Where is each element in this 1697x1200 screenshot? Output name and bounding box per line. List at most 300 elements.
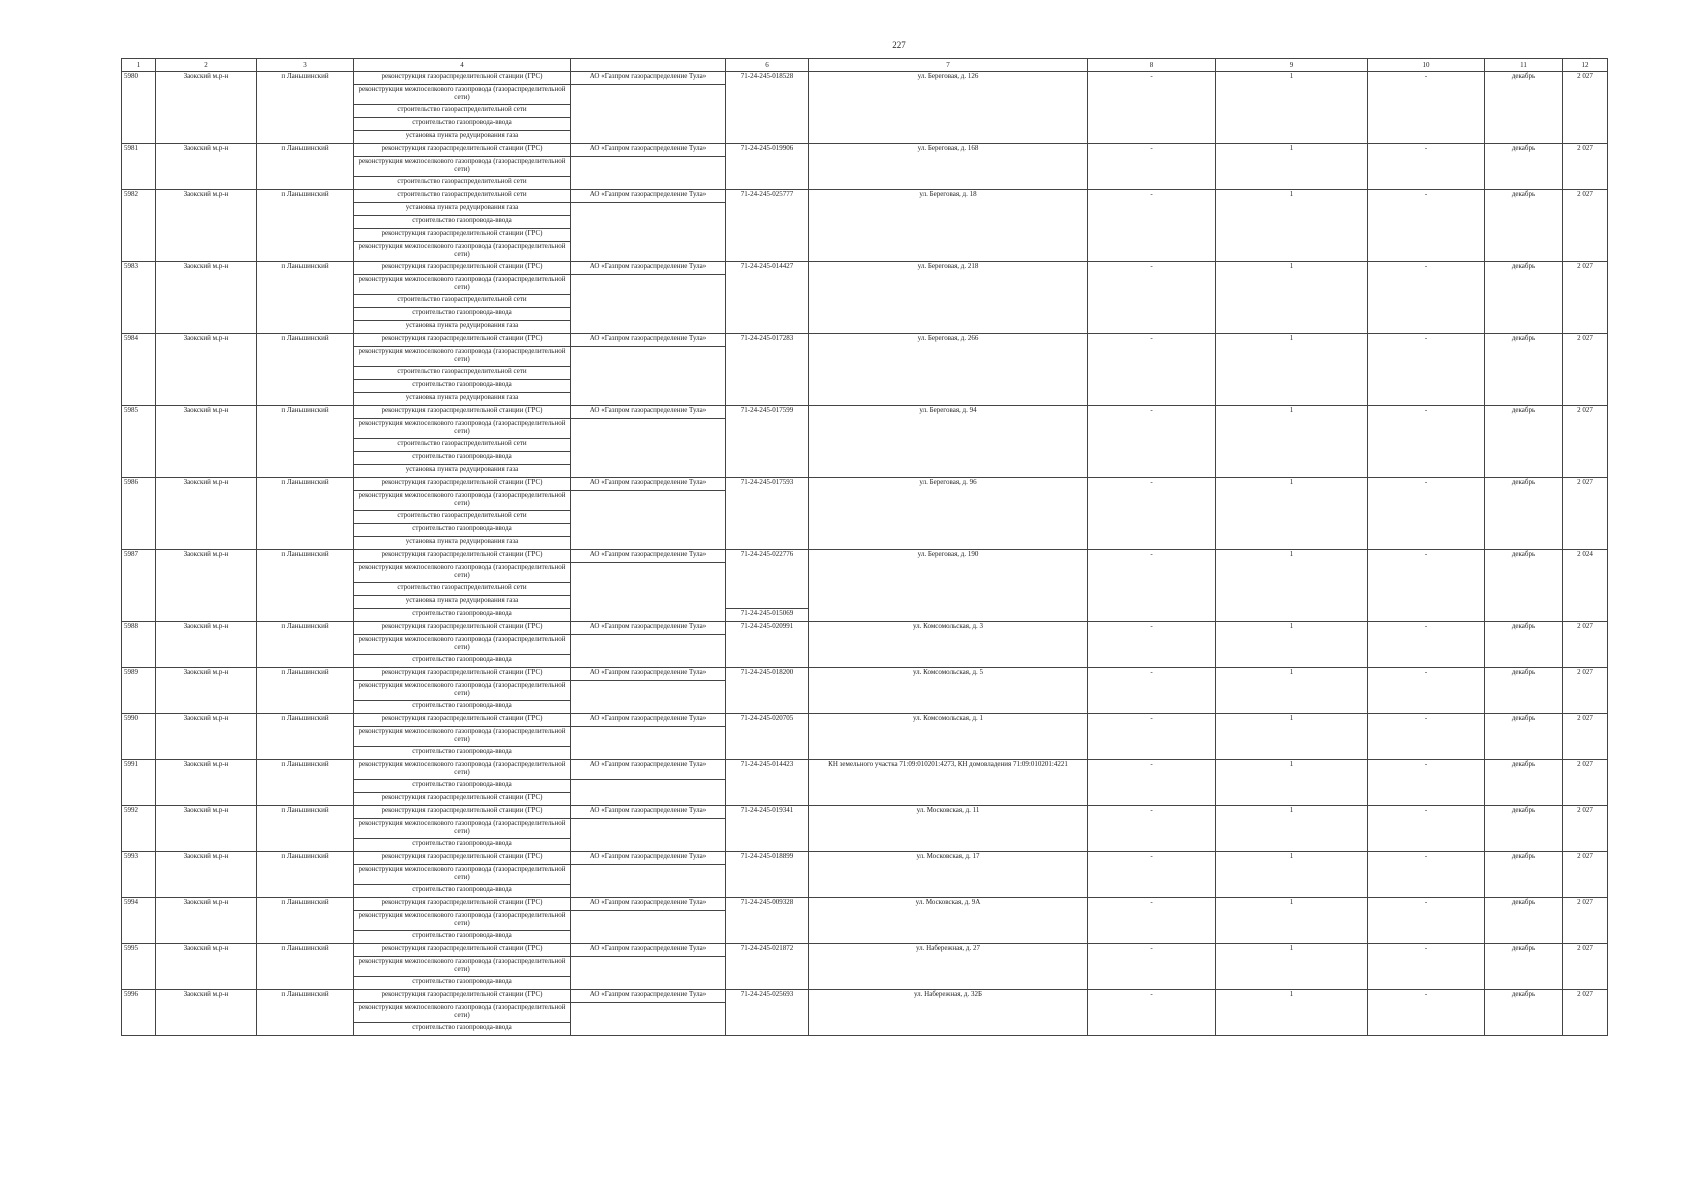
- col-10: -: [1368, 334, 1485, 406]
- work-type: установка пункта редуцирования газа: [354, 131, 571, 144]
- work-type: реконструкция газораспределительной станции (ГРС): [354, 550, 571, 563]
- work-type: реконструкция межпоселкового газопровода (газораспределительной сети): [354, 85, 571, 105]
- col-10: -: [1368, 852, 1485, 898]
- organization-empty: [571, 727, 726, 760]
- col-9: 1: [1216, 898, 1368, 944]
- address: ул. Береговая, д. 266: [809, 334, 1088, 406]
- column-header: 2: [156, 59, 257, 72]
- col-9: 1: [1216, 72, 1368, 144]
- work-type: реконструкция газораспределительной станции (ГРС): [354, 806, 571, 819]
- col-8: -: [1088, 668, 1216, 714]
- organization-empty: [571, 865, 726, 898]
- organization: АО «Газпром газораспределение Тула»: [571, 406, 726, 419]
- work-type: реконструкция межпоселкового газопровода (газораспределительной сети): [354, 1003, 571, 1023]
- settlement: п Ланьшинский: [257, 990, 354, 1036]
- settlement: п Ланьшинский: [257, 852, 354, 898]
- work-type: реконструкция газораспределительной станции (ГРС): [354, 944, 571, 957]
- year: 2 027: [1563, 898, 1608, 944]
- address: ул. Московская, д. 9А: [809, 898, 1088, 944]
- settlement: п Ланьшинский: [257, 944, 354, 990]
- col-10: -: [1368, 190, 1485, 262]
- row-number: 5983: [122, 262, 156, 334]
- col-10: -: [1368, 760, 1485, 806]
- month: декабрь: [1485, 550, 1563, 622]
- col-10: -: [1368, 262, 1485, 334]
- month: декабрь: [1485, 334, 1563, 406]
- district: Заокский м.р-н: [156, 714, 257, 760]
- organization: АО «Газпром газораспределение Тула»: [571, 944, 726, 957]
- col-9: 1: [1216, 714, 1368, 760]
- column-header: 4: [354, 59, 571, 72]
- address: ул. Комсомольская, д. 5: [809, 668, 1088, 714]
- organization: АО «Газпром газораспределение Тула»: [571, 144, 726, 157]
- work-type: реконструкция газораспределительной станции (ГРС): [354, 478, 571, 491]
- work-type: реконструкция межпоселкового газопровода (газораспределительной сети): [354, 911, 571, 931]
- work-type: реконструкция газораспределительной станции (ГРС): [354, 334, 571, 347]
- year: 2 027: [1563, 714, 1608, 760]
- work-type: реконструкция газораспределительной станции (ГРС): [354, 793, 571, 806]
- column-header: 3: [257, 59, 354, 72]
- col-8: -: [1088, 898, 1216, 944]
- organization-empty: [571, 911, 726, 944]
- row-number: 5988: [122, 622, 156, 668]
- district: Заокский м.р-н: [156, 550, 257, 622]
- organization-empty: [571, 419, 726, 478]
- organization-empty: [571, 819, 726, 852]
- organization-empty: [571, 491, 726, 550]
- work-type: реконструкция межпоселкового газопровода (газораспределительной сети): [354, 157, 571, 177]
- organization: АО «Газпром газораспределение Тула»: [571, 550, 726, 563]
- address: ул. Береговая, д. 218: [809, 262, 1088, 334]
- address: ул. Московская, д. 17: [809, 852, 1088, 898]
- organization: АО «Газпром газораспределение Тула»: [571, 622, 726, 635]
- district: Заокский м.р-н: [156, 406, 257, 478]
- month: декабрь: [1485, 852, 1563, 898]
- district: Заокский м.р-н: [156, 190, 257, 262]
- year: 2 027: [1563, 668, 1608, 714]
- settlement: п Ланьшинский: [257, 72, 354, 144]
- year: 2 027: [1563, 190, 1608, 262]
- object-code: 71-24-245-017593: [726, 478, 809, 550]
- col-9: 1: [1216, 990, 1368, 1036]
- organization: АО «Газпром газораспределение Тула»: [571, 990, 726, 1003]
- work-type: строительство газораспределительной сети: [354, 511, 571, 524]
- table-row: [122, 668, 1608, 681]
- col-9: 1: [1216, 806, 1368, 852]
- col-9: 1: [1216, 668, 1368, 714]
- month: декабрь: [1485, 990, 1563, 1036]
- work-type: реконструкция межпоселкового газопровода (газораспределительной сети): [354, 347, 571, 367]
- district: Заокский м.р-н: [156, 72, 257, 144]
- column-header: 9: [1216, 59, 1368, 72]
- page-number: 227: [892, 40, 906, 50]
- work-type: строительство газопровода-ввода: [354, 931, 571, 944]
- settlement: п Ланьшинский: [257, 622, 354, 668]
- work-type: строительство газопровода-ввода: [354, 609, 571, 622]
- col-8: -: [1088, 72, 1216, 144]
- table-row: [122, 334, 1608, 347]
- col-8: -: [1088, 806, 1216, 852]
- organization: АО «Газпром газораспределение Тула»: [571, 478, 726, 491]
- month: декабрь: [1485, 944, 1563, 990]
- work-type: строительство газораспределительной сети: [354, 295, 571, 308]
- table-row: [122, 406, 1608, 419]
- table-row: [122, 72, 1608, 85]
- district: Заокский м.р-н: [156, 990, 257, 1036]
- col-9: 1: [1216, 852, 1368, 898]
- settlement: п Ланьшинский: [257, 190, 354, 262]
- work-type: строительство газопровода-ввода: [354, 452, 571, 465]
- address: ул. Набережная, д. 27: [809, 944, 1088, 990]
- work-type: реконструкция межпоселкового газопровода (газораспределительной сети): [354, 957, 571, 977]
- col-8: -: [1088, 262, 1216, 334]
- month: декабрь: [1485, 406, 1563, 478]
- work-type: строительство газораспределительной сети: [354, 439, 571, 452]
- organization-empty: [571, 563, 726, 622]
- address: КН земельного участка 71:09:010201:4273, КН домовладения 71:09:010201:4221: [809, 760, 1088, 806]
- month: декабрь: [1485, 898, 1563, 944]
- work-type: реконструкция межпоселкового газопровода (газораспределительной сети): [354, 865, 571, 885]
- work-type: реконструкция газораспределительной станции (ГРС): [354, 668, 571, 681]
- col-8: -: [1088, 944, 1216, 990]
- address: ул. Береговая, д. 190: [809, 550, 1088, 622]
- column-header: 8: [1088, 59, 1216, 72]
- address: ул. Береговая, д. 96: [809, 478, 1088, 550]
- address: ул. Московская, д. 11: [809, 806, 1088, 852]
- organization-empty: [571, 635, 726, 668]
- organization: АО «Газпром газораспределение Тула»: [571, 898, 726, 911]
- col-9: 1: [1216, 334, 1368, 406]
- work-type: реконструкция межпоселкового газопровода (газораспределительной сети): [354, 275, 571, 295]
- table-row: [122, 760, 1608, 780]
- work-type: установка пункта редуцирования газа: [354, 465, 571, 478]
- settlement: п Ланьшинский: [257, 760, 354, 806]
- district: Заокский м.р-н: [156, 622, 257, 668]
- year: 2 027: [1563, 406, 1608, 478]
- work-type: реконструкция газораспределительной станции (ГРС): [354, 852, 571, 865]
- object-code: 71-24-245-009328: [726, 898, 809, 944]
- column-header: 6: [726, 59, 809, 72]
- col-9: 1: [1216, 550, 1368, 622]
- row-number: 5980: [122, 72, 156, 144]
- work-type: реконструкция межпоселкового газопровода (газораспределительной сети): [354, 681, 571, 701]
- col-8: -: [1088, 478, 1216, 550]
- table-row: [122, 550, 1608, 563]
- object-code: 71-24-245-018899: [726, 852, 809, 898]
- table-row: [122, 262, 1608, 275]
- row-number: 5991: [122, 760, 156, 806]
- work-type: установка пункта редуцирования газа: [354, 596, 571, 609]
- object-code: 71-24-245-014427: [726, 262, 809, 334]
- row-number: 5992: [122, 806, 156, 852]
- district: Заокский м.р-н: [156, 668, 257, 714]
- district: Заокский м.р-н: [156, 944, 257, 990]
- row-number: 5985: [122, 406, 156, 478]
- work-type: строительство газопровода-ввода: [354, 747, 571, 760]
- row-number: 5986: [122, 478, 156, 550]
- work-type: реконструкция межпоселкового газопровода (газораспределительной сети): [354, 635, 571, 655]
- col-10: -: [1368, 72, 1485, 144]
- address: ул. Комсомольская, д. 3: [809, 622, 1088, 668]
- table-row: [122, 944, 1608, 957]
- month: декабрь: [1485, 668, 1563, 714]
- work-type: реконструкция газораспределительной станции (ГРС): [354, 406, 571, 419]
- col-8: -: [1088, 714, 1216, 760]
- col-10: -: [1368, 898, 1485, 944]
- work-type: строительство газопровода-ввода: [354, 655, 571, 668]
- settlement: п Ланьшинский: [257, 406, 354, 478]
- col-10: -: [1368, 668, 1485, 714]
- row-number: 5994: [122, 898, 156, 944]
- object-code: 71-24-245-018528: [726, 72, 809, 144]
- col-10: -: [1368, 622, 1485, 668]
- settlement: п Ланьшинский: [257, 478, 354, 550]
- year: 2 027: [1563, 334, 1608, 406]
- settlement: п Ланьшинский: [257, 714, 354, 760]
- table-row: [122, 622, 1608, 635]
- row-number: 5982: [122, 190, 156, 262]
- object-code: 71-24-245-020705: [726, 714, 809, 760]
- work-type: строительство газопровода-ввода: [354, 380, 571, 393]
- year: 2 027: [1563, 760, 1608, 806]
- col-8: -: [1088, 190, 1216, 262]
- settlement: п Ланьшинский: [257, 334, 354, 406]
- district: Заокский м.р-н: [156, 334, 257, 406]
- col-10: -: [1368, 550, 1485, 622]
- col-8: -: [1088, 760, 1216, 806]
- work-type: реконструкция межпоселкового газопровода (газораспределительной сети): [354, 760, 571, 780]
- year: 2 027: [1563, 144, 1608, 190]
- row-number: 5989: [122, 668, 156, 714]
- column-header: [571, 59, 726, 72]
- address: ул. Береговая, д. 94: [809, 406, 1088, 478]
- work-type: реконструкция газораспределительной станции (ГРС): [354, 714, 571, 727]
- organization-empty: [571, 681, 726, 714]
- work-type: реконструкция газораспределительной станции (ГРС): [354, 144, 571, 157]
- organization: АО «Газпром газораспределение Тула»: [571, 806, 726, 819]
- row-number: 5981: [122, 144, 156, 190]
- address: ул. Комсомольская, д. 1: [809, 714, 1088, 760]
- object-code: 71-24-245-017283: [726, 334, 809, 406]
- row-number: 5987: [122, 550, 156, 622]
- month: декабрь: [1485, 622, 1563, 668]
- column-header: 12: [1563, 59, 1608, 72]
- col-10: -: [1368, 714, 1485, 760]
- organization-empty: [571, 780, 726, 806]
- column-header: 1: [122, 59, 156, 72]
- work-type: строительство газопровода-ввода: [354, 118, 571, 131]
- organization-empty: [571, 157, 726, 190]
- col-10: -: [1368, 144, 1485, 190]
- organization-empty: [571, 275, 726, 334]
- work-type: установка пункта редуцирования газа: [354, 537, 571, 550]
- work-type: строительство газопровода-ввода: [354, 524, 571, 537]
- work-type: реконструкция межпоселкового газопровода (газораспределительной сети): [354, 563, 571, 583]
- col-10: -: [1368, 944, 1485, 990]
- object-code: 71-24-245-025777: [726, 190, 809, 262]
- table-row: [122, 190, 1608, 203]
- object-code: 71-24-245-019341: [726, 806, 809, 852]
- work-type: реконструкция газораспределительной станции (ГРС): [354, 262, 571, 275]
- work-type: реконструкция межпоселкового газопровода (газораспределительной сети): [354, 491, 571, 511]
- month: декабрь: [1485, 714, 1563, 760]
- settlement: п Ланьшинский: [257, 668, 354, 714]
- table-row: [122, 990, 1608, 1003]
- work-type: установка пункта редуцирования газа: [354, 203, 571, 216]
- year: 2 027: [1563, 622, 1608, 668]
- organization-empty: [571, 203, 726, 262]
- table-row: [122, 806, 1608, 819]
- work-type: реконструкция межпоселкового газопровода (газораспределительной сети): [354, 242, 571, 262]
- object-code: 71-24-245-017599: [726, 406, 809, 478]
- work-type: строительство газопровода-ввода: [354, 780, 571, 793]
- col-10: -: [1368, 478, 1485, 550]
- object-code: 71-24-245-018200: [726, 668, 809, 714]
- row-number: 5996: [122, 990, 156, 1036]
- work-type: установка пункта редуцирования газа: [354, 321, 571, 334]
- work-type: строительство газопровода-ввода: [354, 977, 571, 990]
- col-8: -: [1088, 144, 1216, 190]
- organization: АО «Газпром газораспределение Тула»: [571, 760, 726, 780]
- col-9: 1: [1216, 144, 1368, 190]
- settlement: п Ланьшинский: [257, 806, 354, 852]
- work-type: строительство газопровода-ввода: [354, 308, 571, 321]
- work-type: реконструкция газораспределительной станции (ГРС): [354, 229, 571, 242]
- col-8: -: [1088, 406, 1216, 478]
- work-type: строительство газопровода-ввода: [354, 701, 571, 714]
- year: 2 027: [1563, 806, 1608, 852]
- district: Заокский м.р-н: [156, 852, 257, 898]
- col-10: -: [1368, 806, 1485, 852]
- col-8: -: [1088, 334, 1216, 406]
- work-type: строительство газораспределительной сети: [354, 177, 571, 190]
- work-type: реконструкция газораспределительной станции (ГРС): [354, 622, 571, 635]
- organization: АО «Газпром газораспределение Тула»: [571, 852, 726, 865]
- register-table: [121, 58, 1608, 1036]
- work-type: строительство газопровода-ввода: [354, 885, 571, 898]
- col-9: 1: [1216, 262, 1368, 334]
- col-9: 1: [1216, 760, 1368, 806]
- work-type: установка пункта редуцирования газа: [354, 393, 571, 406]
- work-type: реконструкция межпоселкового газопровода (газораспределительной сети): [354, 419, 571, 439]
- address: ул. Береговая, д. 18: [809, 190, 1088, 262]
- table-row: [122, 714, 1608, 727]
- district: Заокский м.р-н: [156, 760, 257, 806]
- month: декабрь: [1485, 806, 1563, 852]
- district: Заокский м.р-н: [156, 144, 257, 190]
- year: 2 027: [1563, 990, 1608, 1036]
- organization: АО «Газпром газораспределение Тула»: [571, 668, 726, 681]
- column-header: 10: [1368, 59, 1485, 72]
- month: декабрь: [1485, 72, 1563, 144]
- work-type: реконструкция газораспределительной станции (ГРС): [354, 990, 571, 1003]
- month: декабрь: [1485, 478, 1563, 550]
- settlement: п Ланьшинский: [257, 898, 354, 944]
- object-code: 71-24-245-014423: [726, 760, 809, 806]
- year: 2 027: [1563, 944, 1608, 990]
- table-row: [122, 144, 1608, 157]
- col-9: 1: [1216, 190, 1368, 262]
- organization: АО «Газпром газораспределение Тула»: [571, 714, 726, 727]
- table-row: [122, 898, 1608, 911]
- district: Заокский м.р-н: [156, 806, 257, 852]
- col-10: -: [1368, 990, 1485, 1036]
- col-8: -: [1088, 990, 1216, 1036]
- work-type: строительство газопровода-ввода: [354, 1023, 571, 1036]
- col-8: -: [1088, 550, 1216, 622]
- col-9: 1: [1216, 406, 1368, 478]
- address: ул. Набережная, д. 32Б: [809, 990, 1088, 1036]
- organization: АО «Газпром газораспределение Тула»: [571, 190, 726, 203]
- year: 2 027: [1563, 478, 1608, 550]
- header-row: [122, 59, 1608, 72]
- object-code: 71-24-245-020991: [726, 622, 809, 668]
- year: 2 027: [1563, 262, 1608, 334]
- work-type: строительство газораспределительной сети: [354, 367, 571, 380]
- column-header: 11: [1485, 59, 1563, 72]
- organization-empty: [571, 1003, 726, 1036]
- table-row: [122, 852, 1608, 865]
- work-type: строительство газопровода-ввода: [354, 216, 571, 229]
- work-type: строительство газораспределительной сети: [354, 105, 571, 118]
- object-code: 71-24-245-025693: [726, 990, 809, 1036]
- column-header: 7: [809, 59, 1088, 72]
- work-type: реконструкция газораспределительной станции (ГРС): [354, 898, 571, 911]
- object-code: 71-24-245-021872: [726, 944, 809, 990]
- work-type: строительство газопровода-ввода: [354, 839, 571, 852]
- col-10: -: [1368, 406, 1485, 478]
- district: Заокский м.р-н: [156, 478, 257, 550]
- object-code-2: 71-24-245-015069: [726, 609, 809, 622]
- year: 2 024: [1563, 550, 1608, 622]
- month: декабрь: [1485, 144, 1563, 190]
- district: Заокский м.р-н: [156, 262, 257, 334]
- settlement: п Ланьшинский: [257, 144, 354, 190]
- organization-empty: [571, 957, 726, 990]
- year: 2 027: [1563, 72, 1608, 144]
- organization-empty: [571, 347, 726, 406]
- col-9: 1: [1216, 622, 1368, 668]
- row-number: 5993: [122, 852, 156, 898]
- organization: АО «Газпром газораспределение Тула»: [571, 334, 726, 347]
- organization: АО «Газпром газораспределение Тула»: [571, 72, 726, 85]
- work-type: реконструкция межпоселкового газопровода (газораспределительной сети): [354, 819, 571, 839]
- district: Заокский м.р-н: [156, 898, 257, 944]
- col-8: -: [1088, 622, 1216, 668]
- object-code: 71-24-245-022776: [726, 550, 809, 609]
- month: декабрь: [1485, 190, 1563, 262]
- work-type: реконструкция межпоселкового газопровода (газораспределительной сети): [354, 727, 571, 747]
- table-row: [122, 478, 1608, 491]
- col-9: 1: [1216, 944, 1368, 990]
- settlement: п Ланьшинский: [257, 262, 354, 334]
- organization-empty: [571, 85, 726, 144]
- row-number: 5984: [122, 334, 156, 406]
- work-type: реконструкция газораспределительной станции (ГРС): [354, 72, 571, 85]
- row-number: 5990: [122, 714, 156, 760]
- month: декабрь: [1485, 262, 1563, 334]
- address: ул. Береговая, д. 126: [809, 72, 1088, 144]
- object-code: 71-24-245-019906: [726, 144, 809, 190]
- address: ул. Береговая, д. 168: [809, 144, 1088, 190]
- month: декабрь: [1485, 760, 1563, 806]
- settlement: п Ланьшинский: [257, 550, 354, 622]
- organization: АО «Газпром газораспределение Тула»: [571, 262, 726, 275]
- year: 2 027: [1563, 852, 1608, 898]
- work-type: строительство газораспределительной сети: [354, 190, 571, 203]
- work-type: строительство газораспределительной сети: [354, 583, 571, 596]
- col-9: 1: [1216, 478, 1368, 550]
